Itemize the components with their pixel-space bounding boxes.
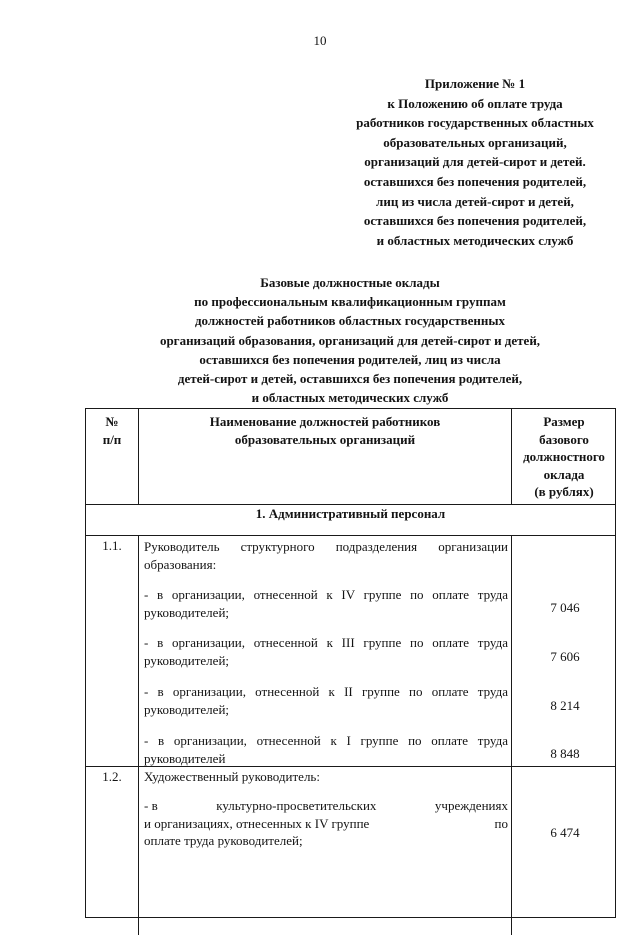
header-size-line: должностного — [523, 449, 605, 464]
appendix-line: организаций для детей-сирот и детей. — [364, 154, 586, 170]
text-fragment: учреждениях — [434, 798, 508, 813]
text-line: руководителей — [144, 750, 226, 766]
appendix-line: оставшихся без попечения родителей, — [363, 213, 587, 229]
title-line: Базовые должностные оклады — [260, 275, 440, 290]
appendix-line: оставшихся без попечения родителей, — [363, 173, 587, 189]
header-number-line: № — [105, 414, 119, 429]
text-fragment: и организациях, отнесенных к IV группе — [144, 815, 370, 831]
title-line: должностей работников областных государственных — [194, 313, 506, 329]
document-title — [100, 273, 600, 407]
title-line: организаций образования, организаций для детей-сирот и детей, — [159, 332, 541, 348]
text-line: руководителей; — [144, 652, 230, 668]
appendix-line: и областных методических служб — [376, 232, 574, 248]
text-line: - в организации, отнесенной к II группе по оплате труда — [144, 684, 508, 699]
header-number — [86, 413, 138, 448]
text-line: - в организации, отнесенной к I группе по оплате труда — [144, 733, 508, 748]
header-size-line: Размер — [543, 414, 585, 429]
column-divider — [511, 535, 512, 935]
salary-amount: 6 474 — [550, 825, 580, 840]
salary-amount: 7 046 — [550, 600, 580, 615]
row-item — [144, 586, 508, 621]
header-position-name — [139, 413, 511, 448]
appendix-header — [330, 74, 620, 250]
appendix-line: к Положению об оплате труда — [387, 95, 563, 111]
text-line: Руководитель структурного подразделения организации — [144, 539, 508, 554]
text-line: руководителей; — [144, 701, 230, 717]
row-title: Художественный руководитель: — [144, 769, 320, 784]
text-line — [144, 815, 508, 833]
text-line: - в организации, отнесенной к IV группе по оплате труда — [144, 587, 508, 602]
text-fragment: - в — [144, 798, 158, 813]
salary-table — [85, 408, 616, 918]
row-item — [144, 732, 508, 767]
text-line: - в организации, отнесенной к III группе по оплате труда — [144, 635, 508, 650]
text-fragment: по — [494, 815, 508, 831]
row-item — [144, 634, 508, 669]
header-name-line: Наименование должностей работников — [209, 414, 441, 429]
page-number: 10 — [313, 33, 327, 48]
appendix-line: Приложение № 1 — [424, 76, 526, 91]
header-size-line: базового — [539, 431, 589, 447]
column-divider — [138, 535, 139, 935]
row-item — [144, 683, 508, 718]
salary-amount: 8 214 — [550, 698, 580, 713]
appendix-line: лиц из числа детей-сирот и детей, — [376, 193, 574, 209]
title-line: по профессиональным квалификационным группам — [194, 294, 506, 310]
header-size-line: (в рублях) — [534, 484, 594, 499]
row-divider — [86, 504, 615, 505]
row-title — [144, 538, 508, 573]
text-line: руководителей; — [144, 604, 230, 620]
appendix-line: работников государственных областных — [356, 115, 594, 131]
row-number: 1.1. — [102, 538, 122, 553]
row-divider — [86, 535, 615, 536]
title-line: детей-сирот и детей, оставшихся без попечения родителей, — [177, 371, 523, 387]
text-line: оплате труда руководителей; — [144, 833, 303, 848]
header-salary-size — [512, 413, 616, 501]
title-line: и областных методических служб — [251, 390, 449, 406]
salary-amount: 7 606 — [550, 649, 580, 664]
salary-amount: 8 848 — [550, 746, 580, 761]
header-number-line: п/п — [102, 431, 122, 447]
row-number: 1.2. — [102, 769, 122, 784]
title-line: оставшихся без попечения родителей, лиц из числа — [199, 351, 501, 367]
section-title: 1. Административный персонал — [255, 506, 446, 521]
text-line: образования: — [144, 556, 217, 572]
text-fragment: культурно-просветительских — [216, 798, 377, 813]
header-name-line: образовательных организаций — [234, 431, 416, 447]
header-size-line: оклада — [543, 466, 585, 482]
text-line — [144, 797, 508, 815]
appendix-line: образовательных организаций, — [383, 134, 567, 150]
row-item — [144, 797, 508, 850]
